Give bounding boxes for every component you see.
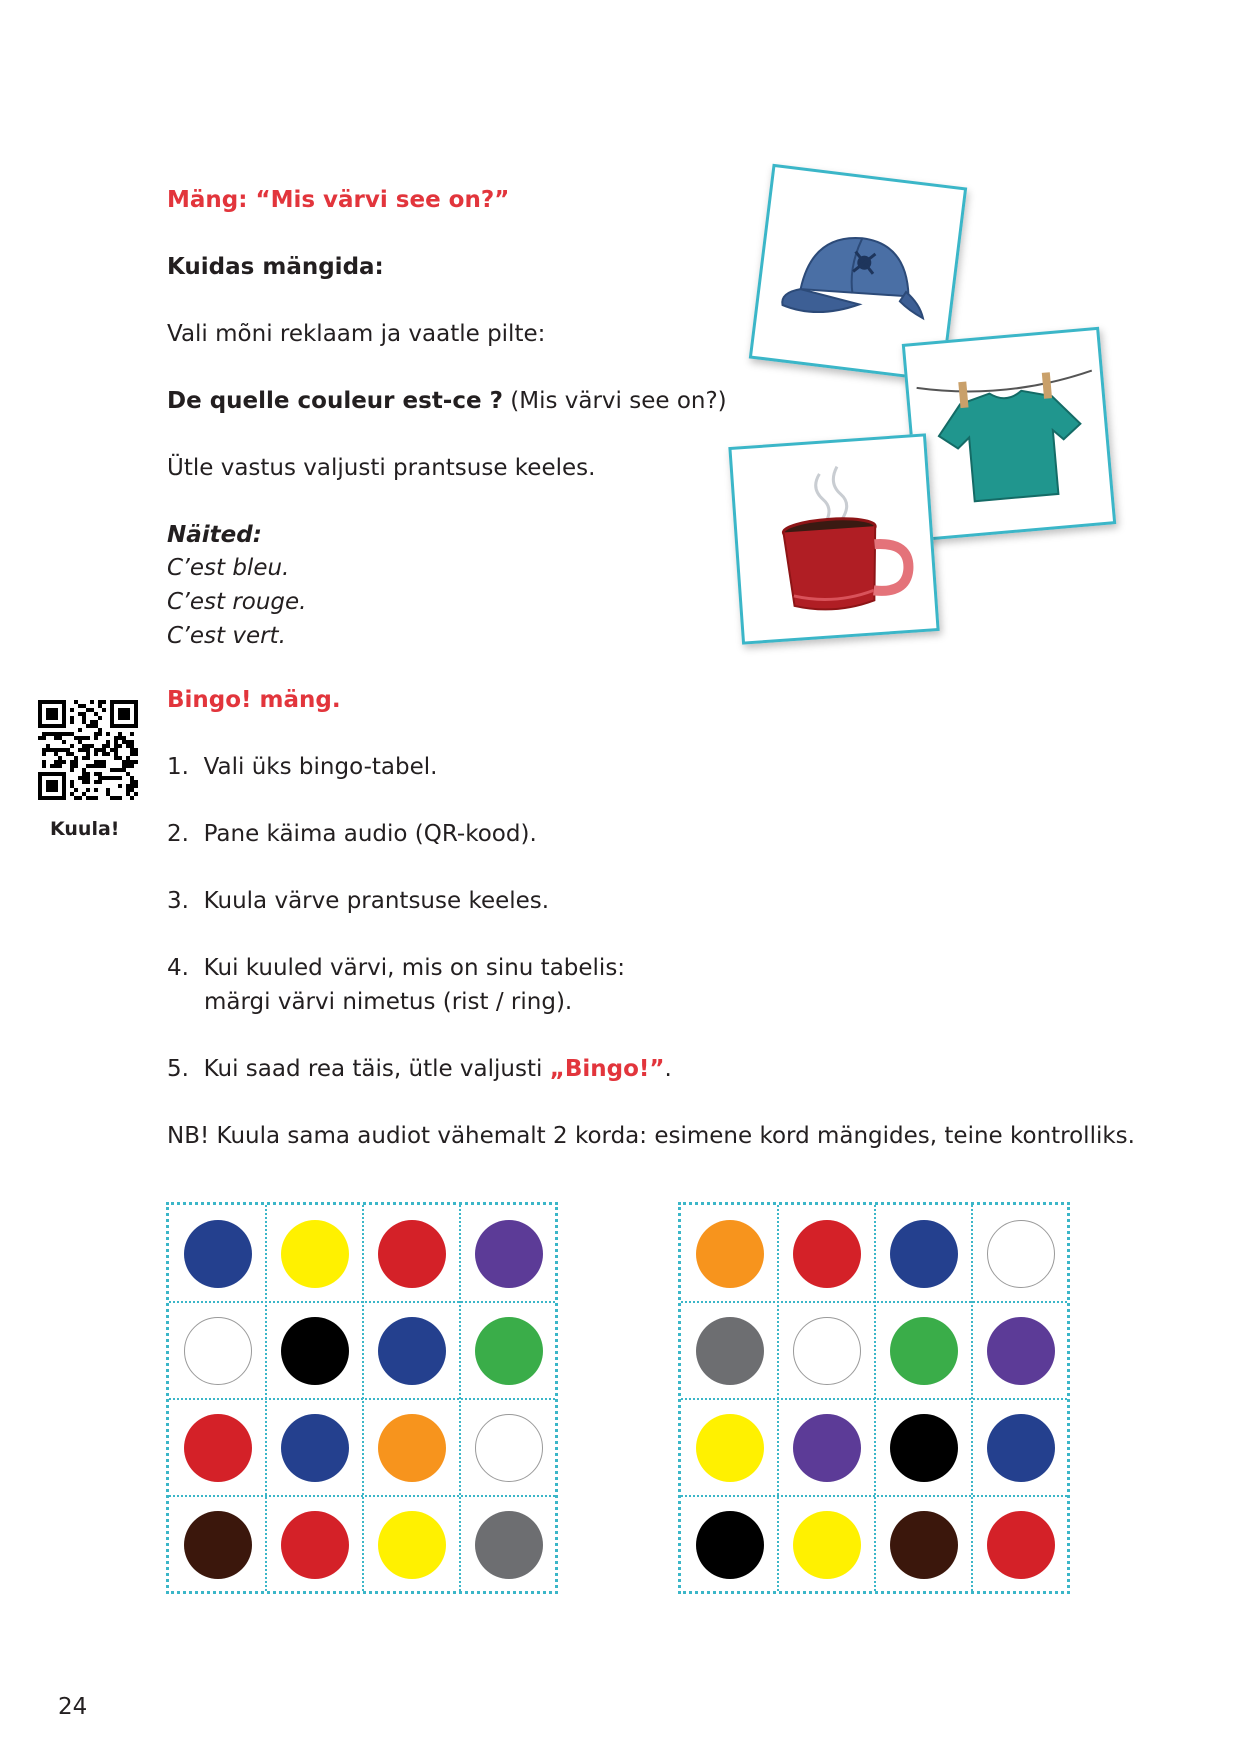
yellow-dot: [696, 1414, 764, 1482]
bingo-cell[interactable]: [169, 1205, 266, 1302]
blue-dot: [378, 1317, 446, 1385]
white-dot: [184, 1317, 252, 1385]
qr-label: Kuula!: [50, 818, 120, 840]
bingo-table-2: [678, 1202, 1070, 1594]
red-dot: [793, 1220, 861, 1288]
yellow-dot: [793, 1511, 861, 1579]
bingo-cell[interactable]: [972, 1399, 1069, 1496]
bingo-cell[interactable]: [460, 1496, 557, 1593]
step-4-continued: märgi värvi nimetus (rist / ring).: [204, 989, 573, 1015]
purple-dot: [793, 1414, 861, 1482]
instruction-text: Vali mõni reklaam ja vaatle pilte:: [167, 321, 546, 347]
bingo-cell[interactable]: [460, 1399, 557, 1496]
step-text: Pane käima audio (QR-kood).: [203, 821, 537, 847]
step-text: Kui saad rea täis, ütle valjusti: [203, 1056, 550, 1082]
bingo-cell[interactable]: [169, 1399, 266, 1496]
bingo-cell[interactable]: [875, 1302, 972, 1399]
how-to-play-heading: Kuidas mängida:: [167, 254, 384, 280]
bingo-highlight: „Bingo!”: [549, 1056, 665, 1082]
step-tail: .: [664, 1056, 672, 1082]
bingo-cell[interactable]: [363, 1205, 460, 1302]
gray-dot: [696, 1317, 764, 1385]
bingo-cell[interactable]: [266, 1496, 363, 1593]
bingo-cell[interactable]: [681, 1399, 778, 1496]
bingo-cell[interactable]: [169, 1302, 266, 1399]
yellow-dot: [281, 1220, 349, 1288]
bingo-cell[interactable]: [778, 1205, 875, 1302]
example-3: C’est vert.: [167, 623, 286, 649]
step-number: 2.: [167, 821, 189, 847]
step-text: Vali üks bingo-tabel.: [203, 754, 438, 780]
game1-title: Mäng: “Mis värvi see on?”: [167, 187, 510, 213]
step-4: [167, 951, 625, 985]
bingo-table-1: [166, 1202, 558, 1594]
step-number: 4.: [167, 955, 189, 981]
bingo-cell[interactable]: [681, 1205, 778, 1302]
step-1: [167, 750, 437, 784]
red-mug-icon: [732, 437, 937, 642]
step-text: Kui kuuled värvi, mis on sinu tabelis:: [203, 955, 626, 981]
gray-dot: [475, 1511, 543, 1579]
green-dot: [890, 1317, 958, 1385]
bingo-cell[interactable]: [266, 1302, 363, 1399]
bingo-cell[interactable]: [266, 1205, 363, 1302]
bingo-cell[interactable]: [363, 1302, 460, 1399]
bingo-cell[interactable]: [972, 1496, 1069, 1593]
green-dot: [475, 1317, 543, 1385]
step-number: 5.: [167, 1056, 189, 1082]
step-5: [167, 1052, 672, 1086]
white-dot: [987, 1220, 1055, 1288]
blue-dot: [281, 1414, 349, 1482]
purple-dot: [987, 1317, 1055, 1385]
bingo-cell[interactable]: [875, 1496, 972, 1593]
card-tshirt: [902, 327, 1117, 542]
black-dot: [281, 1317, 349, 1385]
orange-dot: [696, 1220, 764, 1288]
red-dot: [184, 1414, 252, 1482]
example-2: C’est rouge.: [167, 589, 307, 615]
blue-dot: [987, 1414, 1055, 1482]
bingo-cell[interactable]: [169, 1496, 266, 1593]
qr-code-icon[interactable]: [38, 700, 138, 800]
step-3: [167, 884, 549, 918]
question-line: [167, 384, 727, 418]
question-estonian: (Mis värvi see on?): [502, 388, 727, 414]
brown-dot: [184, 1511, 252, 1579]
game2-title: Bingo! mäng.: [167, 687, 341, 713]
page-number: 24: [58, 1694, 88, 1720]
blue-dot: [890, 1220, 958, 1288]
bingo-cell[interactable]: [460, 1302, 557, 1399]
black-dot: [696, 1511, 764, 1579]
red-dot: [987, 1511, 1055, 1579]
bingo-cell[interactable]: [681, 1496, 778, 1593]
blue-dot: [184, 1220, 252, 1288]
bingo-cell[interactable]: [875, 1399, 972, 1496]
bingo-cell[interactable]: [460, 1205, 557, 1302]
bingo-cell[interactable]: [778, 1496, 875, 1593]
bingo-cell[interactable]: [363, 1496, 460, 1593]
bingo-cell[interactable]: [972, 1302, 1069, 1399]
white-dot: [793, 1317, 861, 1385]
bingo-cell[interactable]: [363, 1399, 460, 1496]
bingo-cell[interactable]: [778, 1302, 875, 1399]
card-mug: [728, 433, 939, 644]
orange-dot: [378, 1414, 446, 1482]
bingo-cell[interactable]: [266, 1399, 363, 1496]
white-dot: [475, 1414, 543, 1482]
step-number: 3.: [167, 888, 189, 914]
bingo-cell[interactable]: [972, 1205, 1069, 1302]
step-2: [167, 817, 537, 851]
yellow-dot: [378, 1511, 446, 1579]
step-text: Kuula värve prantsuse keeles.: [203, 888, 550, 914]
answer-instruction: Ütle vastus valjusti prantsuse keeles.: [167, 455, 596, 481]
bingo-cell[interactable]: [778, 1399, 875, 1496]
step-number: 1.: [167, 754, 189, 780]
green-tshirt-icon: [905, 330, 1113, 538]
red-dot: [378, 1220, 446, 1288]
note-text: NB! Kuula sama audiot vähemalt 2 korda: esimene kord mängides, teine kontrolliks.: [167, 1123, 1135, 1149]
purple-dot: [475, 1220, 543, 1288]
question-french: De quelle couleur est-ce ?: [167, 388, 503, 414]
black-dot: [890, 1414, 958, 1482]
bingo-cell[interactable]: [875, 1205, 972, 1302]
brown-dot: [890, 1511, 958, 1579]
example-1: C’est bleu.: [167, 555, 290, 581]
examples-heading: Näited:: [167, 522, 262, 548]
bingo-cell[interactable]: [681, 1302, 778, 1399]
red-dot: [281, 1511, 349, 1579]
